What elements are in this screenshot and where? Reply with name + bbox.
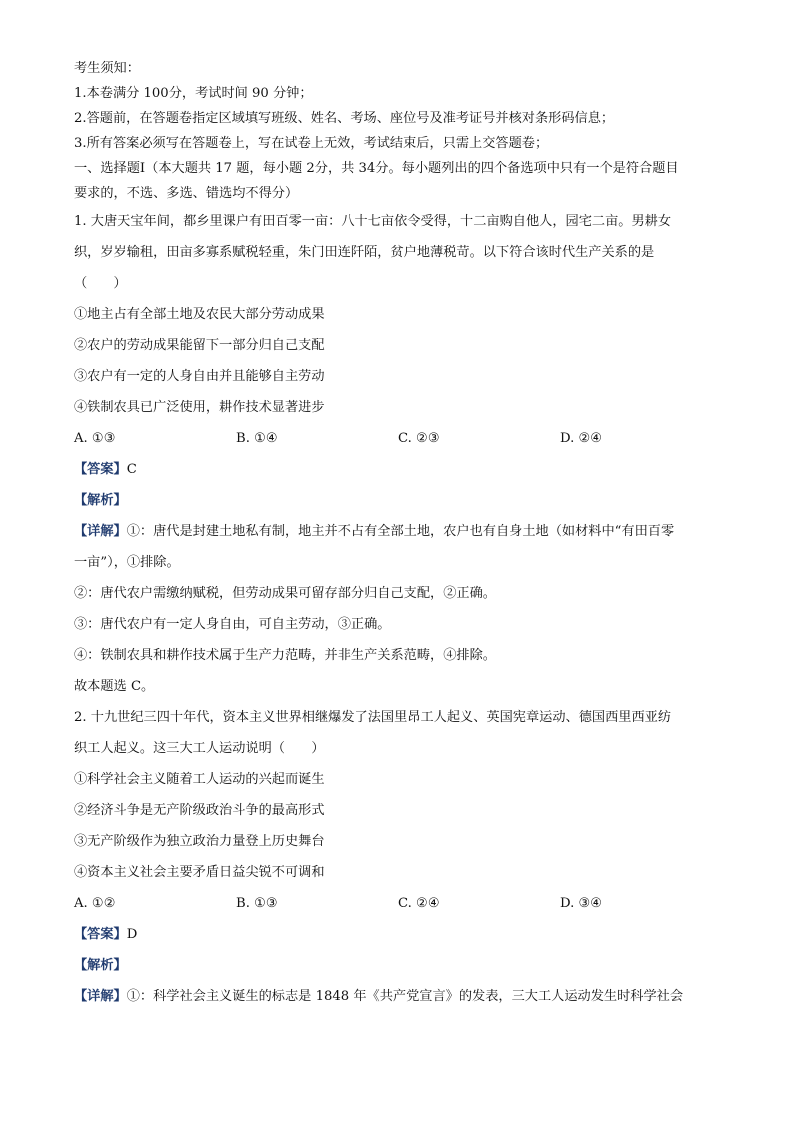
q2-statement: ③无产阶级作为独立政治力量登上历史舞台: [74, 834, 325, 849]
q1-detail-item: ④：铁制农具和耕作技术属于生产力范畴，并非生产关系范畴，④排除。: [74, 648, 496, 663]
section-heading: 一、选择题Ⅰ（本大题共 17 题，每小题 2分，共 34分。每小题列出的四个备选项中只有一个是符合题目: [74, 161, 679, 176]
q1-analysis: [74, 485, 724, 516]
q1-detail-item: ②：唐代农户需缴纳赋税，但劳动成果可留存部分归自己支配，②正确。: [74, 586, 496, 601]
q1-statement: ①地主占有全部土地及农民大部分劳动成果: [74, 307, 325, 322]
analysis-tag: 【解析】: [74, 493, 127, 508]
q2-statement: ①科学社会主义随着工人运动的兴起而诞生: [74, 772, 325, 787]
q2-stem: 织工人起义。这三大工人运动说明（ ）: [74, 741, 325, 756]
analysis-tag: 【解析】: [74, 958, 127, 973]
answer-value: C: [126, 462, 137, 477]
notice-title: 考生须知：: [74, 61, 140, 76]
q1-statement: ②农户的劳动成果能留下一部分归自己支配: [74, 338, 325, 353]
q1-detail-item: ③：唐代农户有一定人身自由，可自主劳动，③正确。: [74, 617, 391, 632]
q1-statement: ④铁制农具已广泛使用，耕作技术显著进步: [74, 400, 325, 415]
q1-answer: [74, 454, 724, 485]
q2-answer: [74, 919, 724, 950]
q1-option-c: C. ②③: [398, 431, 440, 446]
notice-item: 3.所有答案必须写在答题卷上，写在试卷上无效，考试结束后，只需上交答题卷；: [74, 136, 549, 151]
q1-detail-cont: 一亩”），①排除。: [74, 555, 180, 570]
q1-stem: 1. 大唐天宝年间，都乡里课户有田百零一亩：八十七亩依令受得，十二亩购自他人，园宅二亩。男耕女: [74, 214, 672, 229]
q2-option-a: A. ①②: [74, 896, 116, 911]
q1-option-d: D. ②④: [560, 431, 603, 446]
q1-stem: （ ）: [74, 276, 127, 291]
answer-tag: 【答案】: [74, 927, 127, 942]
q1-option-a: A. ①③: [74, 431, 116, 446]
q2-detail: [74, 981, 724, 1012]
q1-statement: ③农户有一定的人身自由并且能够自主劳动: [74, 369, 325, 384]
q2-analysis: [74, 950, 724, 981]
detail-text: ①：科学社会主义诞生的标志是 1848 年《共产党宣言》的发表，三大工人运动发生时科学社会: [126, 989, 684, 1004]
q2-option-d: D. ③④: [560, 896, 603, 911]
document-page: [74, 56, 724, 1012]
detail-text: ①：唐代是封建土地私有制，地主并不占有全部土地，农户也有自身土地（如材料中“有田百零: [126, 524, 675, 539]
section-heading-cont: 要求的，不选、多选、错选均不得分）: [74, 186, 299, 201]
q1-detail: [74, 516, 724, 547]
notice-item: 2.答题前，在答题卷指定区域填写班级、姓名、考场、座位号及准考证号并核对条形码信息；: [74, 111, 615, 126]
answer-tag: 【答案】: [74, 462, 127, 477]
q2-options: [74, 888, 724, 919]
q2-statement: ④资本主义社会主要矛盾日益尖锐不可调和: [74, 865, 325, 880]
notice-item: 1.本卷满分 100分，考试时间 90 分钟；: [74, 86, 313, 101]
detail-tag: 【详解】: [74, 989, 127, 1004]
q2-option-c: C. ②④: [398, 896, 440, 911]
q1-options: [74, 423, 724, 454]
q2-statement: ②经济斗争是无产阶级政治斗争的最高形式: [74, 803, 325, 818]
q1-stem: 织，岁岁输租，田亩多寡系赋税轻重，朱门田连阡陌，贫户地薄税苛。以下符合该时代生产关系的是: [74, 245, 655, 260]
q2-stem: 2. 十九世纪三四十年代，资本主义世界相继爆发了法国里昂工人起义、英国宪章运动、德国西里西亚纺: [74, 710, 672, 725]
q1-option-b: B. ①④: [236, 431, 278, 446]
q2-option-b: B. ①③: [236, 896, 278, 911]
answer-value: D: [126, 927, 138, 942]
q1-conclusion: 故本题选 C。: [74, 679, 155, 694]
detail-tag: 【详解】: [74, 524, 127, 539]
